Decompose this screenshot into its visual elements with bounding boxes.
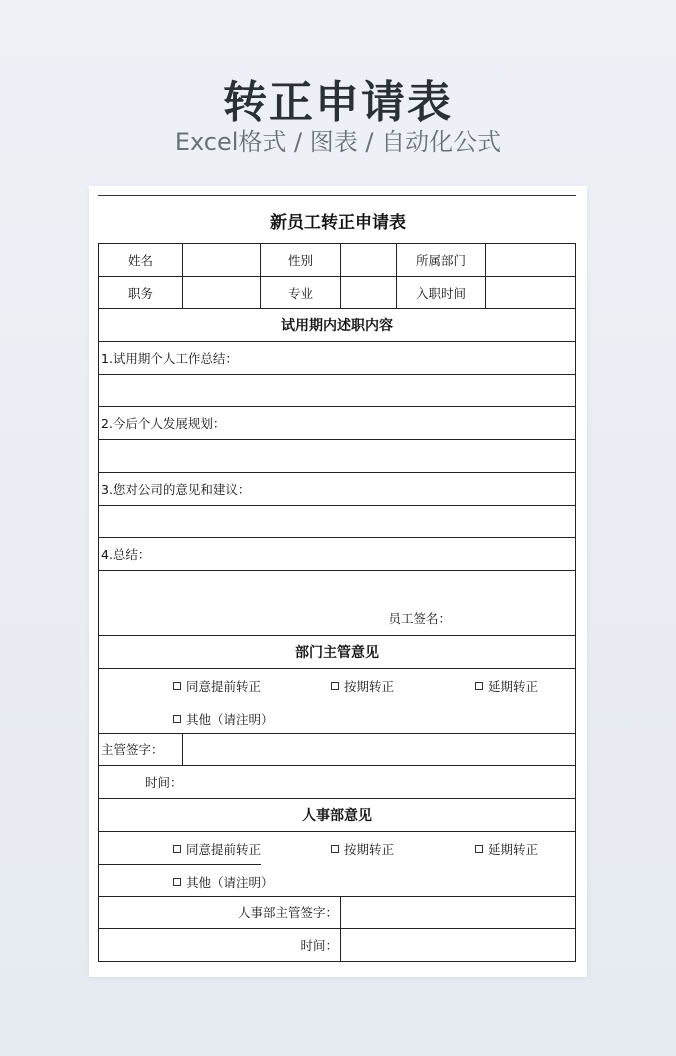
summary-answer[interactable]: [99, 570, 576, 635]
hire-date-label: 入职时间: [397, 276, 486, 309]
checkbox-icon[interactable]: [331, 682, 339, 690]
hr-sign-label: 人事部主管签字：: [99, 896, 341, 929]
table-row: [99, 244, 576, 277]
hr-sign-field[interactable]: [341, 896, 576, 929]
option-other[interactable]: 其他（请注明）: [173, 710, 274, 728]
top-rule: [98, 195, 576, 196]
section-heading-supervisor: 部门主管意见: [99, 635, 576, 668]
option-on-schedule[interactable]: 按期转正: [331, 840, 394, 858]
gender-label: 性别: [261, 244, 341, 277]
option-delay[interactable]: 延期转正: [475, 677, 538, 695]
checkbox-icon[interactable]: [173, 845, 181, 853]
question-2-label: 2.今后个人发展规划：: [99, 407, 576, 440]
name-field[interactable]: [183, 244, 261, 277]
option-other[interactable]: 其他（请注明）: [173, 873, 274, 891]
hr-options: [99, 831, 576, 896]
question-1-answer[interactable]: [99, 374, 576, 407]
supervisor-sign-label: 主管签字：: [99, 733, 183, 766]
gender-field[interactable]: [341, 244, 397, 277]
hr-time-field[interactable]: [341, 929, 576, 962]
position-field[interactable]: [183, 276, 261, 309]
question-3-label: 3.您对公司的意见和建议：: [99, 472, 576, 505]
department-field[interactable]: [486, 244, 576, 277]
major-field[interactable]: [341, 276, 397, 309]
checkbox-icon[interactable]: [475, 845, 483, 853]
option-agree-early[interactable]: 同意提前转正: [173, 840, 261, 858]
form-table: [98, 243, 576, 962]
employee-sign-label: 员工签名：: [388, 610, 451, 626]
checkbox-icon[interactable]: [173, 682, 181, 690]
page-subtitle: Excel格式 / 图表 / 自动化公式: [174, 128, 502, 156]
checkbox-icon[interactable]: [475, 682, 483, 690]
checkbox-icon[interactable]: [173, 715, 181, 723]
section-heading-hr: 人事部意见: [99, 798, 576, 831]
question-4-label: 4.总结：: [99, 538, 576, 571]
question-3-answer[interactable]: [99, 505, 576, 538]
hr-time-label: 时间：: [99, 929, 341, 962]
inner-divider: [99, 864, 261, 865]
supervisor-sign-field[interactable]: [183, 733, 576, 766]
question-1-label: 1.试用期个人工作总结：: [99, 342, 576, 375]
page-title: 转正申请表: [223, 77, 453, 128]
checkbox-icon[interactable]: [331, 845, 339, 853]
section-heading-review: 试用期内述职内容: [99, 309, 576, 342]
department-label: 所属部门: [397, 244, 486, 277]
option-agree-early[interactable]: 同意提前转正: [173, 677, 261, 695]
option-delay[interactable]: 延期转正: [475, 840, 538, 858]
position-label: 职务: [99, 276, 183, 309]
major-label: 专业: [261, 276, 341, 309]
question-2-answer[interactable]: [99, 440, 576, 473]
form-sheet: [89, 186, 587, 977]
option-on-schedule[interactable]: 按期转正: [331, 677, 394, 695]
checkbox-icon[interactable]: [173, 878, 181, 886]
name-label: 姓名: [99, 244, 183, 277]
hire-date-field[interactable]: [486, 276, 576, 309]
supervisor-options: [99, 668, 576, 733]
supervisor-time-label: 时间：: [99, 766, 576, 799]
table-row: [99, 276, 576, 309]
form-title: 新员工转正申请表: [270, 213, 406, 233]
